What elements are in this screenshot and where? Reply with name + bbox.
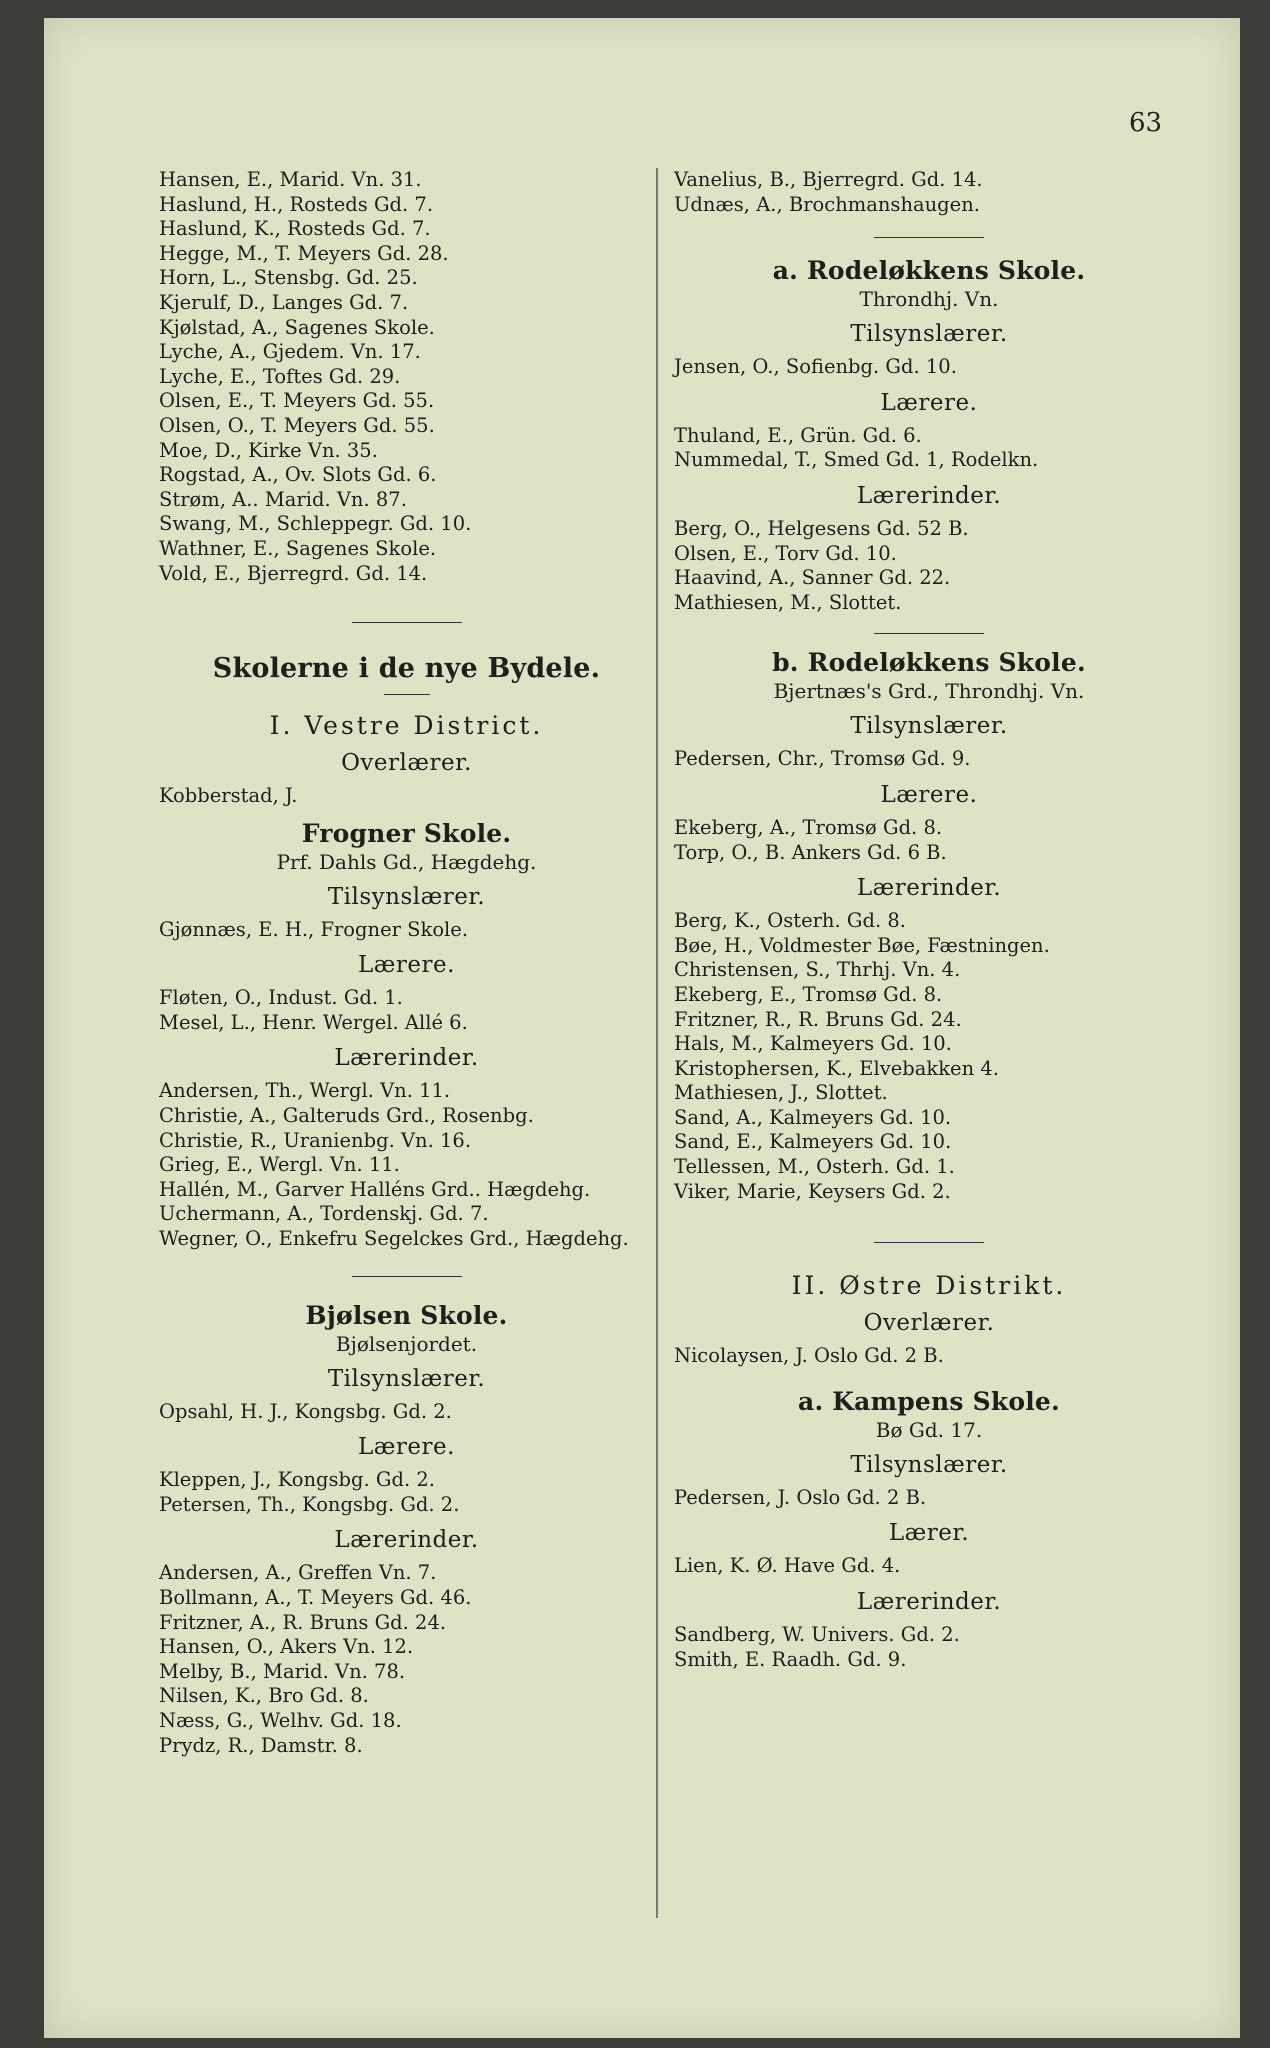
section-divider bbox=[874, 1242, 984, 1243]
list-item: Strøm, A.. Marid. Vn. 87. bbox=[159, 487, 407, 511]
district-title: II. Østre Distrikt. bbox=[791, 1271, 1067, 1301]
list-item: Fritzner, A., R. Bruns Gd. 24. bbox=[159, 1610, 447, 1634]
list-item: Fløten, O., Indust. Gd. 1. bbox=[159, 986, 403, 1010]
column-divider bbox=[656, 168, 658, 1918]
laererinder-label: Lærerinder. bbox=[334, 1045, 479, 1072]
right-column bbox=[674, 168, 1184, 1672]
list-item: Kjølstad, A., Sagenes Skole. bbox=[159, 315, 435, 339]
list-item: Torp, O., B. Ankers Gd. 6 B. bbox=[674, 840, 947, 864]
section-divider bbox=[352, 1276, 462, 1277]
school-title-frogner: Frogner Skole. bbox=[301, 818, 512, 848]
list-item: Haavind, A., Sanner Gd. 22. bbox=[674, 566, 951, 590]
intro-list bbox=[159, 168, 654, 586]
title-rule bbox=[384, 694, 430, 695]
list-item: Pedersen, J. Oslo Gd. 2 B. bbox=[674, 1485, 927, 1509]
list-item: Bollmann, A., T. Meyers Gd. 46. bbox=[159, 1586, 472, 1609]
list-item: Lien, K. Ø. Have Gd. 4. bbox=[674, 1554, 901, 1578]
overlaerer-label: Overlærer. bbox=[863, 1310, 995, 1337]
list-item: Uchermann, A., Tordenskj. Gd. 7. bbox=[159, 1202, 489, 1226]
tilsyn-label: Tilsynslærer. bbox=[850, 713, 1008, 740]
list-item: Sand, A., Kalmeyers Gd. 10. bbox=[674, 1105, 952, 1129]
laerere-label: Lærere. bbox=[880, 389, 978, 416]
school-address: Bø Gd. 17. bbox=[875, 1417, 983, 1442]
list-item: Haslund, H., Rosteds Gd. 7. bbox=[159, 192, 434, 216]
school-address: Prf. Dahls Gd., Hægdehg. bbox=[276, 849, 537, 874]
list-item: Mathiesen, M., Slottet. bbox=[674, 590, 902, 614]
list-item: Lyche, A., Gjedem. Vn. 17. bbox=[159, 340, 421, 364]
school-address: Bjølsenjordet. bbox=[335, 1331, 478, 1356]
page-number: 63 bbox=[1129, 108, 1163, 138]
section-title: Skolerne i de nye Bydele. bbox=[212, 653, 601, 685]
school-title-rodelokken-b: b. Rodeløkkens Skole. bbox=[772, 648, 1086, 678]
left-column bbox=[159, 168, 654, 1758]
scanned-page bbox=[44, 18, 1240, 2038]
list-item: Olsen, E., Torv Gd. 10. bbox=[674, 541, 897, 565]
list-item: Andersen, A., Greffen Vn. 7. bbox=[159, 1561, 437, 1585]
list-item: Bøe, H., Voldmester Bøe, Fæstningen. bbox=[674, 933, 1050, 957]
list-item: Christie, A., Galteruds Grd., Rosenbg. bbox=[159, 1104, 534, 1128]
laerere-label: Lærere. bbox=[358, 952, 455, 979]
list-item: Olsen, E., T. Meyers Gd. 55. bbox=[159, 389, 435, 413]
list-item: Mathiesen, J., Slottet. bbox=[674, 1081, 888, 1105]
list-item: Opsahl, H. J., Kongsbg. Gd. 2. bbox=[159, 1399, 452, 1423]
list-item: Thuland, E., Grün. Gd. 6. bbox=[674, 423, 922, 447]
overlaerer-name: Nicolaysen, J. Oslo Gd. 2 B. bbox=[674, 1344, 944, 1368]
school-title-rodelokken-a: a. Rodeløkkens Skole. bbox=[772, 256, 1086, 286]
laererinder-label: Lærerinder. bbox=[856, 1589, 1002, 1616]
section-divider bbox=[874, 237, 984, 238]
list-item: Nummedal, T., Smed Gd. 1, Rodelkn. bbox=[674, 448, 1039, 472]
list-item: Prydz, R., Damstr. 8. bbox=[159, 1733, 363, 1757]
list-item: Lyche, E., Toftes Gd. 29. bbox=[159, 364, 401, 388]
list-item: Melby, B., Marid. Vn. 78. bbox=[159, 1659, 406, 1683]
list-item: Hansen, E., Marid. Vn. 31. bbox=[159, 168, 422, 191]
list-item: Pedersen, Chr., Tromsø Gd. 9. bbox=[674, 747, 971, 771]
list-item: Mesel, L., Henr. Wergel. Allé 6. bbox=[159, 1010, 468, 1034]
list-item: Hegge, M., T. Meyers Gd. 28. bbox=[159, 241, 449, 265]
list-item: Vanelius, B., Bjerregrd. Gd. 14. bbox=[674, 168, 983, 191]
school-title-kampen: a. Kampens Skole. bbox=[798, 1386, 1060, 1416]
list-item: Petersen, Th., Kongsbg. Gd. 2. bbox=[159, 1492, 460, 1516]
tilsyn-label: Tilsynslærer. bbox=[327, 883, 486, 910]
tilsyn-label: Tilsynslærer. bbox=[327, 1365, 486, 1392]
laererinder-label: Lærerinder. bbox=[334, 1527, 479, 1554]
list-item: Kleppen, J., Kongsbg. Gd. 2. bbox=[159, 1468, 435, 1492]
school-title-bjolsen: Bjølsen Skole. bbox=[305, 1300, 508, 1330]
section-divider bbox=[352, 622, 462, 623]
list-item: Olsen, O., T. Meyers Gd. 55. bbox=[159, 413, 435, 437]
list-item: Tellessen, M., Osterh. Gd. 1. bbox=[674, 1155, 955, 1179]
list-item: Sand, E., Kalmeyers Gd. 10. bbox=[674, 1130, 952, 1154]
list-item: Hals, M., Kalmeyers Gd. 10. bbox=[674, 1032, 952, 1056]
list-item: Hansen, O., Akers Vn. 12. bbox=[159, 1635, 414, 1659]
list-item: Kjerulf, D., Langes Gd. 7. bbox=[159, 290, 409, 314]
list-item: Rogstad, A., Ov. Slots Gd. 6. bbox=[159, 463, 437, 487]
list-item: Andersen, Th., Wergl. Vn. 11. bbox=[159, 1079, 451, 1103]
section-divider bbox=[874, 633, 984, 634]
list-item: Haslund, K., Rosteds Gd. 7. bbox=[159, 217, 431, 241]
school-address: Throndhj. Vn. bbox=[859, 287, 999, 312]
list-item: Ekeberg, A., Tromsø Gd. 8. bbox=[674, 815, 943, 839]
list-item: Berg, O., Helgesens Gd. 52 B. bbox=[674, 516, 969, 540]
laerer-label: Lærer. bbox=[888, 1520, 970, 1547]
list-item: Hallén, M., Garver Halléns Grd.. Hægdehg. bbox=[159, 1177, 591, 1201]
list-item: Gjønnæs, E. H., Frogner Skole. bbox=[159, 917, 469, 941]
overlaerer-label: Overlærer. bbox=[341, 750, 472, 777]
list-item: Christensen, S., Thrhj. Vn. 4. bbox=[674, 958, 961, 982]
list-item: Ekeberg, E., Tromsø Gd. 8. bbox=[674, 982, 943, 1006]
list-item: Jensen, O., Sofienbg. Gd. 10. bbox=[674, 355, 957, 379]
laerere-label: Lærere. bbox=[880, 781, 978, 808]
overlaerer-name: Kobberstad, J. bbox=[159, 784, 298, 808]
tilsyn-label: Tilsynslærer. bbox=[850, 1451, 1008, 1478]
school-address: Bjertnæs's Grd., Throndhj. Vn. bbox=[773, 679, 1085, 704]
list-item: Smith, E. Raadh. Gd. 9. bbox=[674, 1647, 907, 1671]
list-item: Udnæs, A., Brochmanshaugen. bbox=[674, 192, 980, 216]
list-item: Viker, Marie, Keysers Gd. 2. bbox=[674, 1179, 951, 1203]
list-item: Horn, L., Stensbg. Gd. 25. bbox=[159, 266, 418, 290]
list-item: Sandberg, W. Univers. Gd. 2. bbox=[674, 1623, 960, 1647]
list-item: Wathner, E., Sagenes Skole. bbox=[159, 536, 437, 560]
list-item: Grieg, E., Wergl. Vn. 11. bbox=[159, 1153, 400, 1177]
list-item: Vold, E., Bjerregrd. Gd. 14. bbox=[159, 561, 428, 585]
list-item: Fritzner, R., R. Bruns Gd. 24. bbox=[674, 1007, 962, 1031]
list-item: Næss, G., Welhv. Gd. 18. bbox=[159, 1708, 402, 1732]
list-item: Christie, R., Uranienbg. Vn. 16. bbox=[159, 1128, 472, 1152]
list-item: Moe, D., Kirke Vn. 35. bbox=[159, 438, 378, 462]
list-item: Nilsen, K., Bro Gd. 8. bbox=[159, 1684, 369, 1708]
list-item: Kristophersen, K., Elvebakken 4. bbox=[674, 1056, 999, 1080]
laerere-label: Lærere. bbox=[358, 1434, 455, 1461]
laererinder-label: Lærerinder. bbox=[856, 482, 1002, 509]
district-title: I. Vestre District. bbox=[269, 711, 544, 741]
list-item: Wegner, O., Enkefru Segelckes Grd., Hægdehg. bbox=[159, 1227, 629, 1251]
list-item: Swang, M., Schleppegr. Gd. 10. bbox=[159, 512, 472, 536]
tilsyn-label: Tilsynslærer. bbox=[850, 321, 1008, 348]
list-item: Berg, K., Osterh. Gd. 8. bbox=[674, 909, 906, 933]
laererinder-label: Lærerinder. bbox=[856, 875, 1002, 902]
